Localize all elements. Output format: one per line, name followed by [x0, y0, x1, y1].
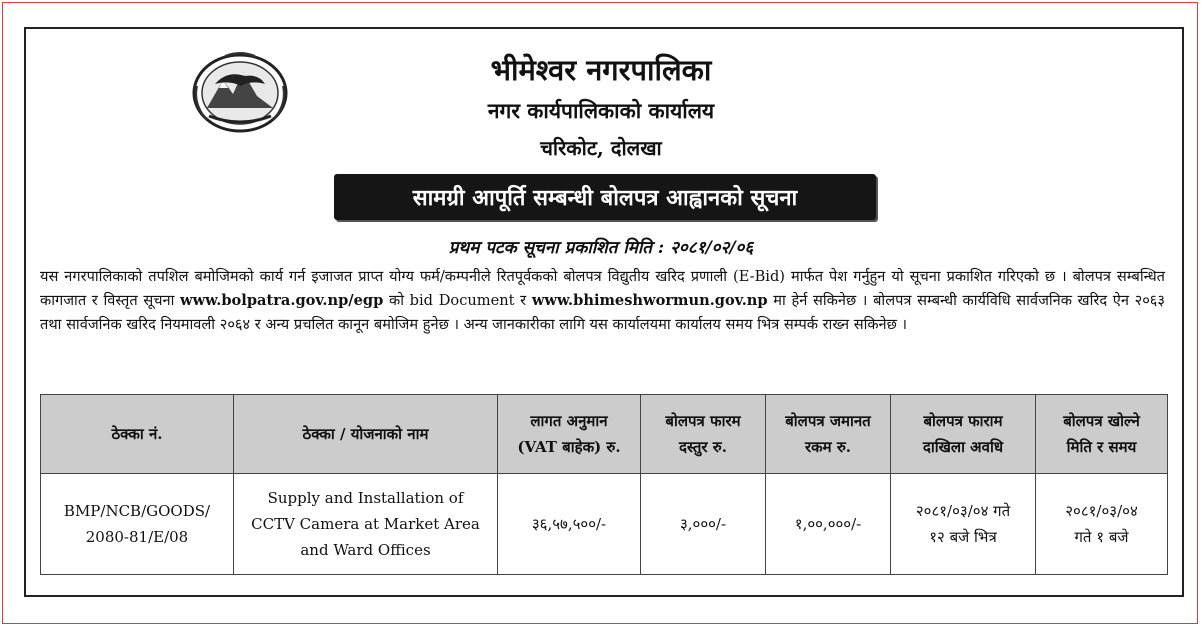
cell-line: and Ward Offices: [300, 541, 431, 559]
header-line: बोलपत्र जमानत: [785, 412, 871, 430]
header-line: बोलपत्र खोल्ने: [1063, 412, 1140, 430]
header-bid-security: [766, 395, 891, 474]
header-contract-no: [41, 395, 234, 474]
cell-form-fee: ३,०००/-: [641, 474, 766, 575]
cell-line: १२ बजे भित्र: [929, 528, 997, 546]
header-line: दाखिला अवधि: [922, 438, 1004, 456]
cell-line: 2080-81/E/08: [85, 528, 189, 546]
body-text-part: मा हेर्न सकिनेछ । बोलपत्र सम्बन्धी कार्यविधि सार्वजनिक खरिद ऐन २०६३ तथा सार्वजनिक खरिद नियमावली २०६४ र अन्य प्रचलित कानून बमोजिम हुनेछ । अन्य जानकारीका लागि यस कार्यालयमा कार्यालय समय भित्र सम्पर्क राख्न सकिनेछ ।: [40, 292, 1165, 333]
cell-submission-period: [891, 474, 1036, 575]
header-line: बोलपत्र फारम: [665, 412, 741, 430]
header-project-name: [234, 395, 498, 474]
publication-date: प्रथम पटक सूचना प्रकाशित मिति : २०८१/०२/०६: [448, 238, 754, 258]
header-form-fee: [641, 395, 766, 474]
header-opening-date: [1036, 395, 1168, 474]
header-line: मिति र समय: [1066, 438, 1137, 456]
cell-contract-no: [41, 474, 234, 575]
cell-line: Supply and Installation of: [267, 489, 464, 507]
cell-bid-security: १,००,०००/-: [766, 474, 891, 575]
office-name: नगर कार्यपालिकाको कार्यालय: [487, 98, 715, 123]
office-location: चरिकोट, दोलखा: [540, 136, 662, 160]
header-line: बोलपत्र फाराम: [923, 412, 1003, 430]
header-line: ठेक्का / योजनाको नाम: [302, 425, 429, 443]
cell-line: गते १ बजे: [1074, 528, 1129, 546]
table-header-row: [41, 395, 1168, 474]
body-text-part: यस नगरपालिकाको तपशिल बमोजिमको कार्य गर्न इजाजत प्राप्त योग्य फर्म/कम्पनीले रितपूर्वकको बोलपत्र विद्युतीय खरिद प्रणाली (E-Bid) मार्फत पेश गर्नुहुन यो सूचना प्रकाशित गरिएको छ । बोलपत्र सम्बन्धित कागजात र विस्तृत सूचना: [40, 268, 1165, 309]
header-cost-estimate: [498, 395, 641, 474]
notice-body: [40, 265, 1165, 337]
header-submission-period: [891, 395, 1036, 474]
cell-opening-date: [1036, 474, 1168, 575]
cell-line: २०८१/०३/०४ गते: [915, 502, 1011, 520]
cell-line: २०८१/०३/०४: [1065, 502, 1138, 520]
cell-cost-estimate: ३६,५७,५००/-: [498, 474, 641, 575]
header-line: ठेक्का नं.: [111, 425, 163, 443]
notice-title: सामग्री आपूर्ति सम्बन्धी बोलपत्र आह्वानको सूचना: [334, 174, 876, 220]
header-line: (VAT बाहेक) रु.: [517, 438, 621, 456]
cell-project-name: [234, 474, 498, 575]
municipality-website-link[interactable]: www.bhimeshwormun.gov.np: [531, 292, 768, 309]
table-row: [41, 474, 1168, 575]
header-line: लागत अनुमान: [530, 412, 608, 430]
cell-line: BMP/NCB/GOODS/: [63, 502, 211, 520]
bid-details-table: [40, 394, 1168, 575]
header-line: रकम रु.: [804, 438, 852, 456]
cell-line: CCTV Camera at Market Area: [251, 515, 480, 533]
header-line: दस्तुर रु.: [679, 438, 727, 456]
bolpatra-link[interactable]: www.bolpatra.gov.np/egp: [180, 292, 384, 309]
body-text-part: को bid Document र: [383, 292, 532, 309]
municipality-name: भीमेश्वर नगरपालिका: [490, 53, 712, 87]
